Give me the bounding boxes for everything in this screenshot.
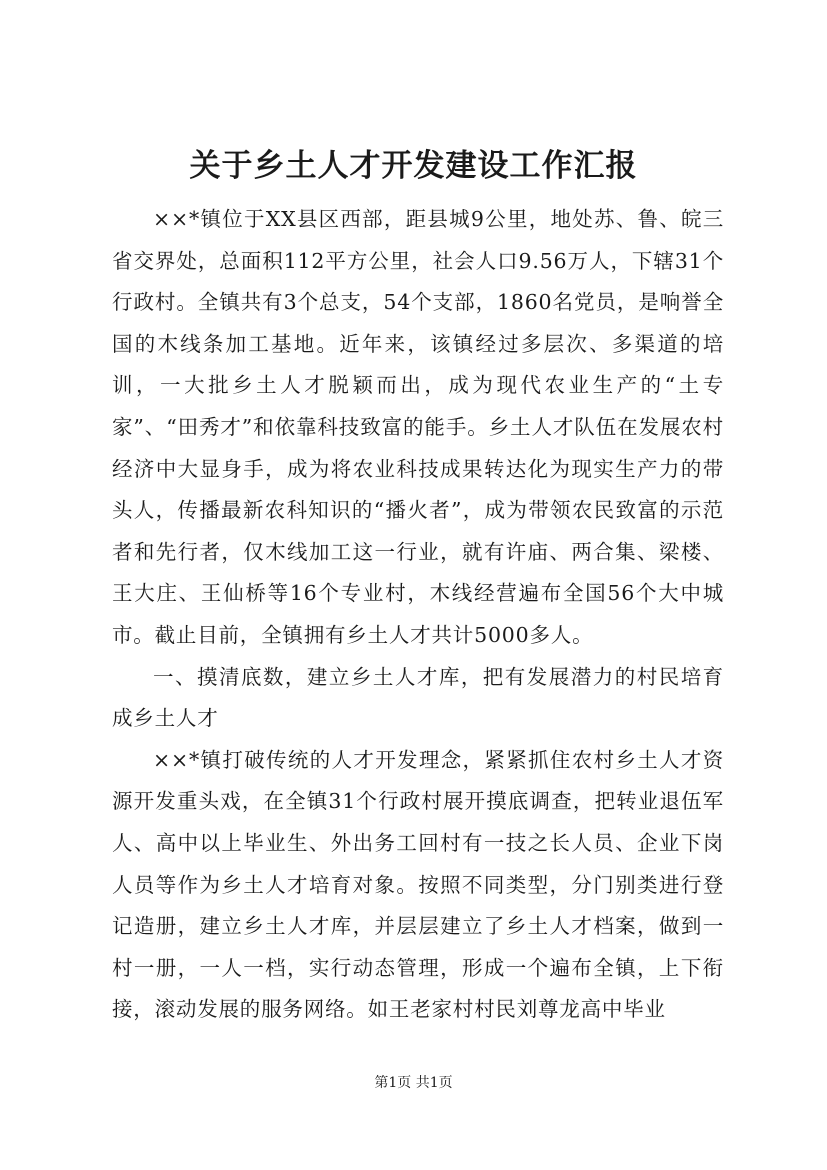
page-number-footer: 第1页 共1页 bbox=[374, 1075, 453, 1091]
section-heading-1: 一、摸清底数，建立乡土人才库，把有发展潜力的村民培育成乡土人才 bbox=[112, 664, 724, 731]
document-title: 关于乡土人才开发建设工作汇报 bbox=[189, 148, 638, 184]
document-body bbox=[112, 199, 724, 1031]
paragraph-intro: ××*镇位于XX县区西部，距县城9公里，地处苏、鲁、皖三省交界处，总面积112平方公里，社会人口9.56万人，下辖31个行政村。全镇共有3个总支，54个支部，1860名党员，是响誉全国的木线条加工基地。近年来，该镇经过多层次、多渠道的培训，一大批乡土人才脱颖而出，成为现代农业生产的“土专家”、“田秀才”和依靠科技致富的能手。乡土人才队伍在发展农村经济中大显身手，成为将农业科技成果转达化为现实生产力的带头人，传播最新农科知识的“播火者”，成为带领农民致富的示范者和先行者，仅木线加工这一行业，就有许庙、两合集、梁楼、王大庄、王仙桥等16个专业村，木线经营遍布全国56个大中城市。截止目前，全镇拥有乡土人才共计5000多人。 bbox=[112, 207, 724, 647]
paragraph-section-1: ××*镇打破传统的人才开发理念，紧紧抓住农村乡土人才资源开发重头戏，在全镇31个行政村展开摸底调查，把转业退伍军人、高中以上毕业生、外出务工回村有一技之长人员、企业下岗人员等作为乡土人才培育对象。按照不同类型，分门别类进行登记造册，建立乡土人才库，并层层建立了乡土人才档案，做到一村一册，一人一档，实行动态管理，形成一个遍布全镇，上下衔接，滚动发展的服务网络。如王老家村村民刘尊龙高中毕业 bbox=[112, 747, 724, 1022]
